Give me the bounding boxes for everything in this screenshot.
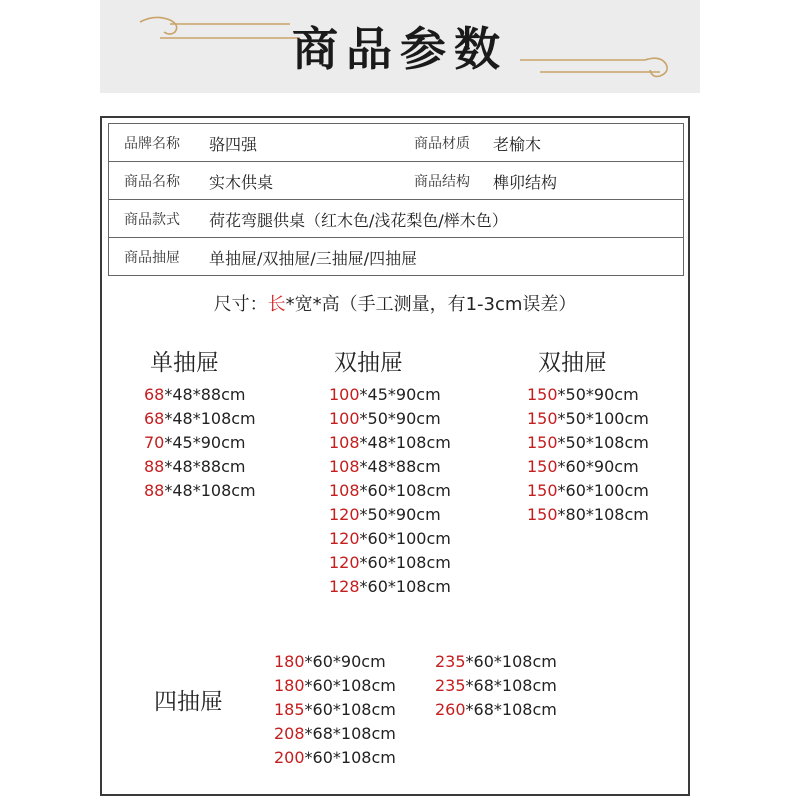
size-length: 100 — [329, 385, 360, 404]
size-rest: *60*108cm — [359, 481, 451, 500]
style-value: 荷花弯腿供桌（红木色/浅花梨色/榉木色） — [209, 211, 508, 230]
list-item — [144, 407, 256, 431]
size-rest: *48*108cm — [164, 481, 256, 500]
size-length: 120 — [329, 529, 360, 548]
list-item — [527, 503, 649, 527]
list-item — [435, 674, 557, 698]
size-rest: *48*88cm — [164, 457, 246, 476]
size-rest: *60*108cm — [304, 700, 396, 719]
size-rest: *48*88cm — [359, 457, 441, 476]
size-length: 68 — [144, 409, 165, 428]
style-label: 商品款式 — [124, 212, 180, 228]
size-rest: *48*108cm — [164, 409, 256, 428]
size-length: 180 — [274, 652, 305, 671]
size-length: 108 — [329, 481, 360, 500]
size-rest: *48*108cm — [359, 433, 451, 452]
size-length: 235 — [435, 652, 466, 671]
table-row — [109, 200, 683, 238]
size-rest: *60*108cm — [304, 676, 396, 695]
list-item — [274, 698, 396, 722]
size-rest: *50*90cm — [359, 409, 441, 428]
brand-label: 品牌名称 — [124, 136, 180, 152]
group-title-quad: 四抽屉 — [154, 689, 223, 715]
group-title-double-2: 双抽屉 — [538, 350, 607, 376]
table-row — [109, 162, 683, 200]
size-rest: *60*108cm — [304, 748, 396, 767]
size-rest: *45*90cm — [164, 433, 246, 452]
size-rest: *60*100cm — [557, 481, 649, 500]
page-title: 商品参数 — [292, 22, 508, 76]
size-list-quad-left — [274, 650, 396, 770]
list-item — [435, 698, 557, 722]
list-item — [329, 479, 451, 503]
size-rest: *60*90cm — [557, 457, 639, 476]
list-item — [329, 455, 451, 479]
size-length: 208 — [274, 724, 305, 743]
list-item — [329, 431, 451, 455]
table-row — [109, 238, 683, 275]
size-length: 150 — [527, 505, 558, 524]
size-length: 200 — [274, 748, 305, 767]
size-rest: *68*108cm — [465, 700, 557, 719]
size-rest: *68*108cm — [465, 676, 557, 695]
size-rest: *80*108cm — [557, 505, 649, 524]
list-item — [329, 575, 451, 599]
size-length: 150 — [527, 385, 558, 404]
size-rest: *50*90cm — [557, 385, 639, 404]
name-label: 商品名称 — [124, 174, 180, 190]
list-item — [435, 650, 557, 674]
material-label: 商品材质 — [414, 136, 470, 152]
size-length: 128 — [329, 577, 360, 596]
list-item — [144, 455, 256, 479]
size-rest: *48*88cm — [164, 385, 246, 404]
list-item — [329, 551, 451, 575]
brand-value: 骆四强 — [209, 135, 258, 154]
header-banner — [100, 0, 700, 93]
list-item — [274, 722, 396, 746]
size-rest: *60*108cm — [359, 553, 451, 572]
size-length: 100 — [329, 409, 360, 428]
list-item — [527, 455, 649, 479]
size-length: 150 — [527, 481, 558, 500]
list-item — [527, 407, 649, 431]
size-rest: *50*100cm — [557, 409, 649, 428]
size-note-highlight: 长 — [267, 294, 286, 315]
list-item — [329, 407, 451, 431]
drawer-value: 单抽屉/双抽屉/三抽屉/四抽屉 — [209, 249, 418, 268]
size-length: 88 — [144, 481, 165, 500]
name-value: 实木供桌 — [209, 173, 274, 192]
material-value: 老榆木 — [493, 135, 542, 154]
size-rest: *60*108cm — [359, 577, 451, 596]
size-note-prefix: 尺寸： — [213, 294, 268, 315]
size-length: 185 — [274, 700, 305, 719]
list-item — [329, 503, 451, 527]
table-row — [109, 124, 683, 162]
group-title-double: 双抽屉 — [334, 350, 403, 376]
list-item — [144, 383, 256, 407]
size-length: 70 — [144, 433, 165, 452]
size-length: 150 — [527, 457, 558, 476]
list-item — [527, 479, 649, 503]
size-rest: *50*90cm — [359, 505, 441, 524]
size-rest: *60*90cm — [304, 652, 386, 671]
size-rest: *68*108cm — [304, 724, 396, 743]
size-rest: *50*108cm — [557, 433, 649, 452]
drawer-label: 商品抽屉 — [124, 250, 180, 266]
size-list-quad-right — [435, 650, 557, 722]
group-title-single: 单抽屉 — [150, 350, 219, 376]
list-item — [274, 746, 396, 770]
size-list-single — [144, 383, 256, 503]
size-length: 150 — [527, 433, 558, 452]
size-list-double — [329, 383, 451, 599]
size-length: 120 — [329, 505, 360, 524]
list-item — [144, 431, 256, 455]
structure-label: 商品结构 — [414, 174, 470, 190]
size-rest: *45*90cm — [359, 385, 441, 404]
size-length: 235 — [435, 676, 466, 695]
product-sheet — [100, 116, 690, 796]
size-note-rest: *宽*高（手工测量，有1-3cm误差） — [285, 294, 577, 315]
list-item — [274, 674, 396, 698]
size-length: 68 — [144, 385, 165, 404]
size-length: 108 — [329, 433, 360, 452]
size-length: 150 — [527, 409, 558, 428]
list-item — [527, 383, 649, 407]
list-item — [274, 650, 396, 674]
list-item — [329, 383, 451, 407]
size-length: 180 — [274, 676, 305, 695]
size-rest: *60*108cm — [465, 652, 557, 671]
list-item — [144, 479, 256, 503]
structure-value: 榫卯结构 — [493, 173, 558, 192]
size-length: 260 — [435, 700, 466, 719]
size-list-double-2 — [527, 383, 649, 527]
size-rest: *60*100cm — [359, 529, 451, 548]
params-table — [108, 123, 684, 276]
size-length: 120 — [329, 553, 360, 572]
list-item — [329, 527, 451, 551]
size-length: 108 — [329, 457, 360, 476]
size-note — [102, 290, 688, 316]
size-length: 88 — [144, 457, 165, 476]
list-item — [527, 431, 649, 455]
